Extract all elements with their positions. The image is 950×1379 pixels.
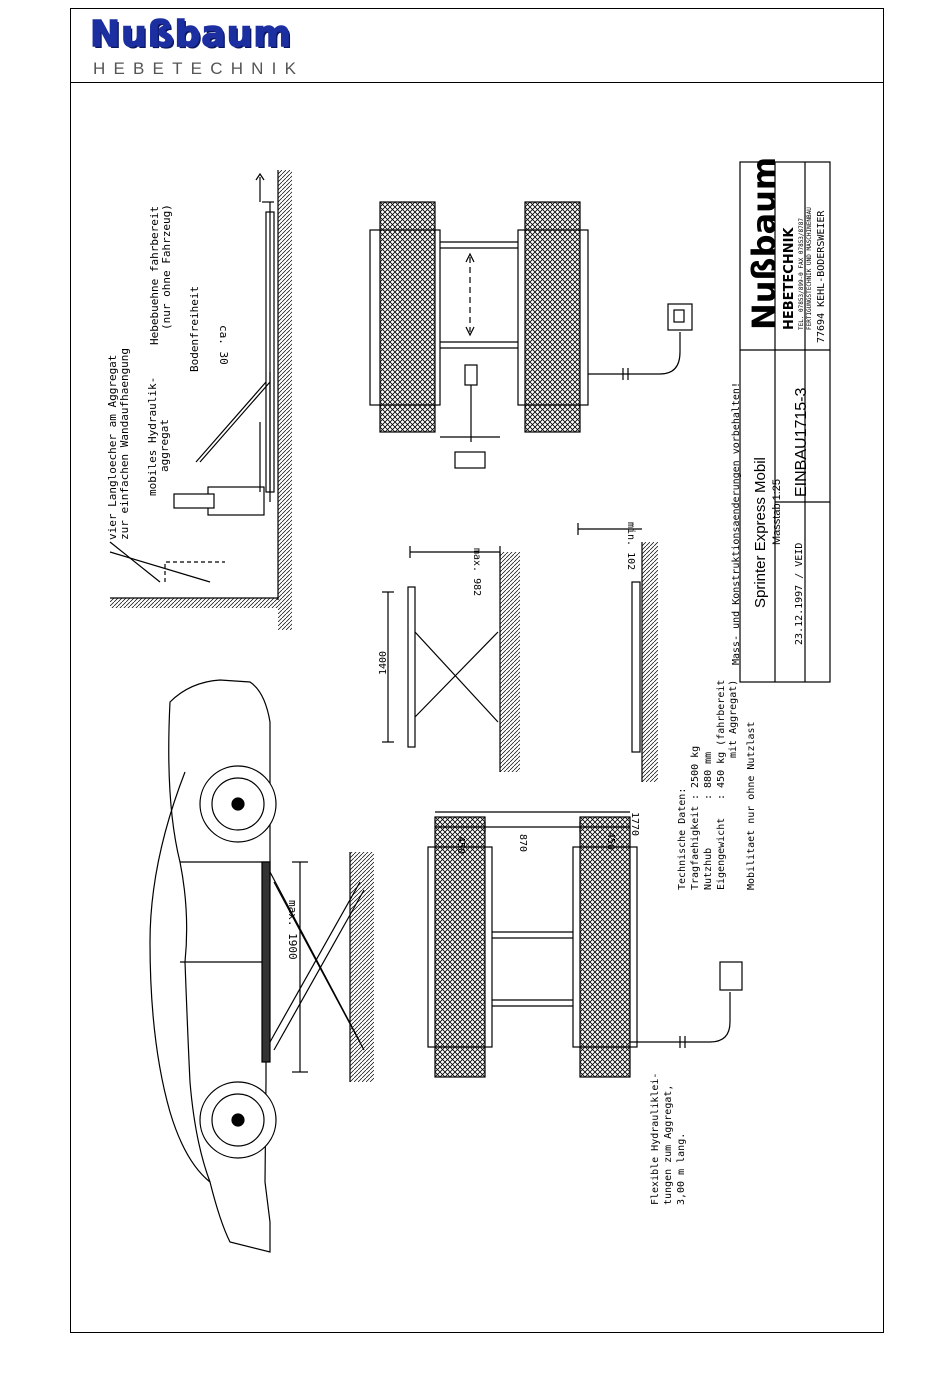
dim-1400: 1400 — [378, 650, 389, 675]
dim-1770: 1770 — [629, 812, 640, 837]
logo-wordmark: Nußbaum — [90, 14, 292, 55]
product-name: Sprinter Express Mobil — [752, 457, 769, 608]
lift-lowered-view — [578, 523, 658, 782]
dim-max-982: max. 982 — [471, 548, 482, 597]
titleblock-tel: TEL. 07853/899-0 FAX 07853/8787 — [798, 218, 805, 330]
top-view-upper — [370, 202, 692, 468]
tech-stroke-label: Nutzhub — [703, 847, 714, 890]
titleblock-line: FERTIGUNGSTECHNIK UND MASCHINENBAU — [806, 207, 813, 330]
tech-weight-value: : 450 kg (fahrbereit — [716, 679, 727, 800]
dim-ca-30: ca. 30 — [217, 325, 230, 365]
dim-450-right: 450 — [605, 832, 616, 851]
label-lift: Hebebuehne fahrbereit — [148, 205, 161, 345]
dim-max-1900: max. 1900 — [286, 900, 299, 960]
dim-450-left: 450 — [455, 836, 466, 855]
label-unit: mobiles Hydraulik- — [146, 376, 159, 496]
drawing-number: EINBAU1715-3 — [793, 387, 810, 497]
label-floor-clearance: Bodenfreiheit — [188, 285, 201, 372]
tech-capacity-value: : 2500 kg — [690, 745, 701, 800]
dim-870: 870 — [517, 834, 528, 853]
car-side-view — [150, 680, 374, 1252]
hoses-line1: Flexible Hydrauliklei- — [650, 1072, 661, 1205]
company-logo — [90, 15, 335, 55]
side-view-wall — [110, 170, 292, 630]
titleblock-sub: HEBETECHNIK — [782, 227, 797, 330]
titleblock-logo: Nußbaum — [745, 156, 783, 330]
label-holes-2: zur einfachen Wandaufhaengung — [118, 347, 131, 540]
hoses-line3: 3,00 m lang. — [676, 1132, 687, 1205]
disclaimer: Mass- und Konstruktionsaenderungen vorbehalten! — [731, 382, 742, 665]
logo-subtitle: HEBETECHNIK — [93, 59, 305, 78]
tech-mobility-note: Mobilitaet nur ohne Nutzlast — [746, 721, 757, 890]
lift-side-view-mid — [382, 546, 520, 772]
tech-heading: Technische Daten: — [677, 787, 688, 890]
header — [71, 9, 883, 83]
tech-capacity-label: Tragfaehigkeit — [690, 805, 701, 890]
tech-stroke-value: : 880 mm — [703, 751, 714, 800]
tech-weight-label: Eigengewicht — [716, 817, 727, 890]
hoses-line2: tungen zum Aggregat, — [663, 1084, 674, 1205]
scale: Masstab 1:25 — [771, 478, 783, 545]
dim-min-102: min. 102 — [625, 522, 636, 571]
titleblock-address: 77694 KEHL-BODERSWEIER — [816, 210, 827, 343]
label-unit-2: aggregat — [158, 419, 171, 472]
label-holes: vier Langloecher am Aggregat — [106, 354, 119, 540]
date-author: 23.12.1997 / VEID — [794, 542, 805, 645]
label-lift-2: (nur ohne Fahrzeug) — [160, 204, 173, 330]
tech-weight-value-2: mit Aggregat) — [728, 679, 739, 758]
